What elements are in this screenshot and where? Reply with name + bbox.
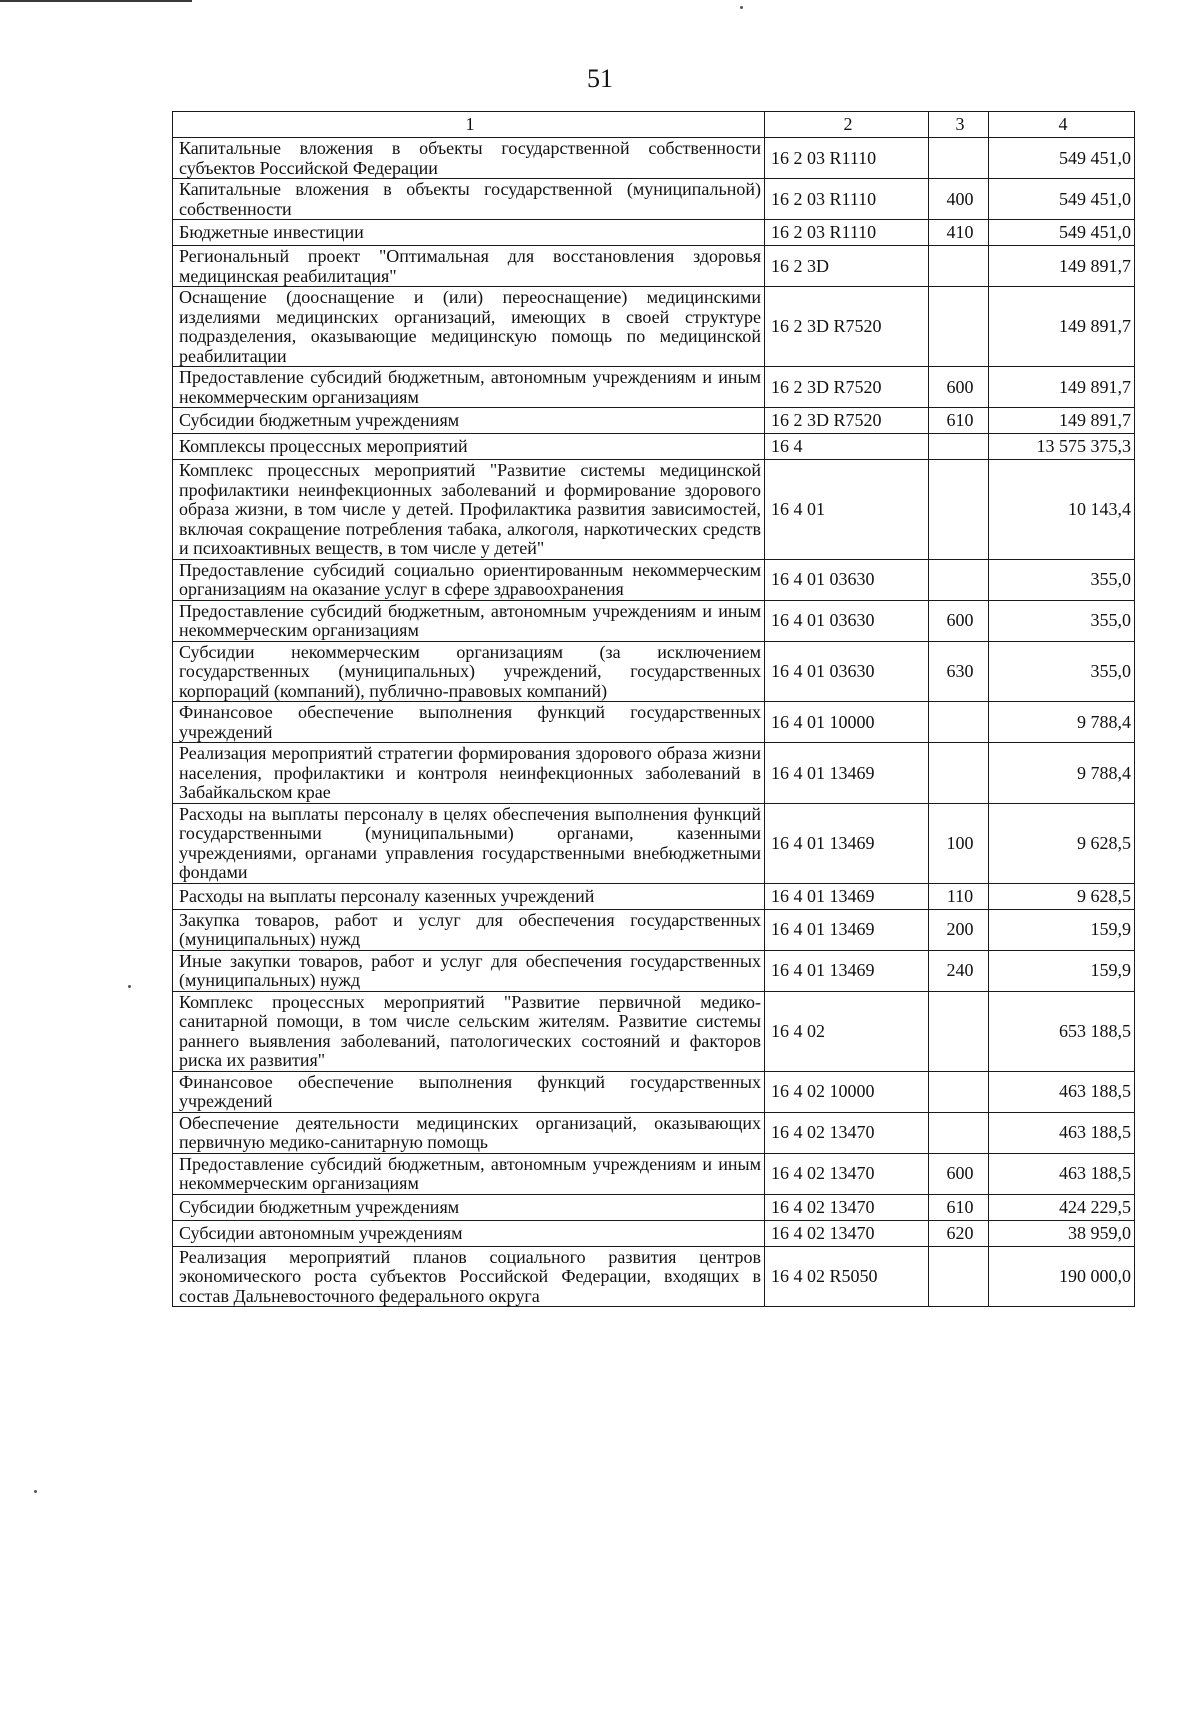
row-code: 16 4 01 03630: [765, 559, 929, 600]
table-row: [173, 460, 1135, 560]
row-code: 16 4 01: [765, 460, 929, 560]
table-row: [173, 138, 1135, 179]
row-sum: 549 451,0: [989, 179, 1135, 220]
row-name: Субсидии бюджетным учреждениям: [173, 1194, 765, 1220]
row-name: Капитальные вложения в объекты государственной (муниципальной) собственности: [173, 179, 765, 220]
table-row: [173, 803, 1135, 883]
row-name: Предоставление субсидий бюджетным, автономным учреждениям и иным некоммерческим организациям: [173, 367, 765, 408]
row-code: 16 4: [765, 434, 929, 460]
row-name: Иные закупки товаров, работ и услуг для обеспечения государственных (муниципальных) нужд: [173, 950, 765, 991]
row-sum: 9 788,4: [989, 743, 1135, 804]
row-code: 16 2 3D: [765, 246, 929, 287]
table-row: [173, 991, 1135, 1071]
row-type: 240: [929, 950, 989, 991]
row-code: 16 2 03 R1110: [765, 179, 929, 220]
row-name: Закупка товаров, работ и услуг для обеспечения государственных (муниципальных) нужд: [173, 909, 765, 950]
table-row: [173, 367, 1135, 408]
row-type: 600: [929, 1153, 989, 1194]
table-row: [173, 287, 1135, 367]
row-code: 16 2 3D R7520: [765, 408, 929, 434]
row-type: [929, 702, 989, 743]
table-row: [173, 179, 1135, 220]
table-row: [173, 909, 1135, 950]
row-code: 16 4 01 13469: [765, 950, 929, 991]
row-type: [929, 460, 989, 560]
table-row: [173, 1246, 1135, 1307]
row-type: [929, 434, 989, 460]
table-row: [173, 246, 1135, 287]
row-type: 110: [929, 883, 989, 909]
row-name: Расходы на выплаты персоналу казенных учреждений: [173, 883, 765, 909]
scan-speck: [128, 985, 131, 988]
row-sum: 355,0: [989, 600, 1135, 641]
table-row: [173, 1220, 1135, 1246]
row-name: Предоставление субсидий бюджетным, автономным учреждениям и иным некоммерческим организациям: [173, 600, 765, 641]
row-sum: 190 000,0: [989, 1246, 1135, 1307]
row-name: Оснащение (дооснащение и (или) переоснащение) медицинскими изделиями медицинских организаций, имеющих в своей структуре подразделения, оказывающие медицинскую помощь по медицинской реабилитации: [173, 287, 765, 367]
row-sum: 149 891,7: [989, 367, 1135, 408]
row-sum: 149 891,7: [989, 246, 1135, 287]
row-sum: 10 143,4: [989, 460, 1135, 560]
row-sum: 549 451,0: [989, 138, 1135, 179]
row-name: Финансовое обеспечение выполнения функций государственных учреждений: [173, 1071, 765, 1112]
row-code: 16 4 01 03630: [765, 641, 929, 702]
table-row: [173, 1112, 1135, 1153]
row-sum: 9 628,5: [989, 803, 1135, 883]
row-name: Капитальные вложения в объекты государственной собственности субъектов Российской Федерации: [173, 138, 765, 179]
header-column-4: 4: [989, 112, 1135, 138]
row-code: 16 4 01 13469: [765, 909, 929, 950]
table-row: [173, 743, 1135, 804]
row-code: 16 4 02 13470: [765, 1220, 929, 1246]
row-type: [929, 559, 989, 600]
table-row: [173, 408, 1135, 434]
page-number: 51: [587, 64, 613, 93]
row-type: 600: [929, 600, 989, 641]
row-code: 16 4 01 13469: [765, 743, 929, 804]
row-sum: 159,9: [989, 950, 1135, 991]
row-code: 16 4 02 10000: [765, 1071, 929, 1112]
table-row: [173, 641, 1135, 702]
row-name: Расходы на выплаты персоналу в целях обеспечения выполнения функций государственными (муниципальными) органами, казенными учреждениями, органами управления государственными внебюджетными фондами: [173, 803, 765, 883]
row-sum: 149 891,7: [989, 408, 1135, 434]
table-row: [173, 950, 1135, 991]
row-type: 410: [929, 220, 989, 246]
scan-edge-line: [0, 0, 192, 2]
row-code: 16 4 01 03630: [765, 600, 929, 641]
row-code: 16 4 02 13470: [765, 1112, 929, 1153]
table-row: [173, 702, 1135, 743]
row-type: 630: [929, 641, 989, 702]
row-sum: 463 188,5: [989, 1071, 1135, 1112]
row-name: Региональный проект "Оптимальная для восстановления здоровья медицинская реабилитация": [173, 246, 765, 287]
row-name: Реализация мероприятий стратегии формирования здорового образа жизни населения, профилактики и контроля неинфекционных заболеваний в Забайкальском крае: [173, 743, 765, 804]
row-type: [929, 1112, 989, 1153]
row-sum: 149 891,7: [989, 287, 1135, 367]
row-code: 16 4 01 13469: [765, 883, 929, 909]
row-sum: 424 229,5: [989, 1194, 1135, 1220]
row-code: 16 2 03 R1110: [765, 138, 929, 179]
row-type: [929, 1071, 989, 1112]
row-code: 16 4 02: [765, 991, 929, 1071]
row-sum: 653 188,5: [989, 991, 1135, 1071]
row-sum: 463 188,5: [989, 1112, 1135, 1153]
row-name: Бюджетные инвестиции: [173, 220, 765, 246]
scan-speck: [740, 6, 743, 9]
row-type: 620: [929, 1220, 989, 1246]
table-row: [173, 1071, 1135, 1112]
row-type: 610: [929, 1194, 989, 1220]
row-type: 610: [929, 408, 989, 434]
row-type: 200: [929, 909, 989, 950]
row-name: Субсидии бюджетным учреждениям: [173, 408, 765, 434]
budget-table: [172, 111, 1135, 1307]
row-type: [929, 246, 989, 287]
row-name: Предоставление субсидий социально ориентированным некоммерческим организациям на оказание услуг в сфере здравоохранения: [173, 559, 765, 600]
row-type: 400: [929, 179, 989, 220]
row-type: [929, 991, 989, 1071]
table-row: [173, 883, 1135, 909]
table-row: [173, 1153, 1135, 1194]
scan-speck: [34, 1490, 37, 1493]
row-name: Комплекс процессных мероприятий "Развитие системы медицинской профилактики неинфекционных заболеваний и формирование здорового образа жизни, в том числе у детей. Профилактика развития зависимостей, включая сокращение потребления табака, алкоголя, наркотических средств и психоактивных веществ, в том числе у детей": [173, 460, 765, 560]
table-row: [173, 559, 1135, 600]
table-header-row: [173, 112, 1135, 138]
row-name: Финансовое обеспечение выполнения функций государственных учреждений: [173, 702, 765, 743]
row-type: [929, 1246, 989, 1307]
row-name: Реализация мероприятий планов социального развития центров экономического роста субъектов Российской Федерации, входящих в состав Дальневосточного федерального округа: [173, 1246, 765, 1307]
row-code: 16 2 03 R1110: [765, 220, 929, 246]
row-sum: 13 575 375,3: [989, 434, 1135, 460]
row-sum: 38 959,0: [989, 1220, 1135, 1246]
row-code: 16 2 3D R7520: [765, 287, 929, 367]
row-name: Предоставление субсидий бюджетным, автономным учреждениям и иным некоммерческим организациям: [173, 1153, 765, 1194]
row-sum: 355,0: [989, 641, 1135, 702]
row-sum: 463 188,5: [989, 1153, 1135, 1194]
row-sum: 355,0: [989, 559, 1135, 600]
row-code: 16 4 02 R5050: [765, 1246, 929, 1307]
row-code: 16 4 01 10000: [765, 702, 929, 743]
row-code: 16 4 01 13469: [765, 803, 929, 883]
row-name: Обеспечение деятельности медицинских организаций, оказывающих первичную медико-санитарную помощь: [173, 1112, 765, 1153]
row-type: 600: [929, 367, 989, 408]
row-type: [929, 287, 989, 367]
table-row: [173, 220, 1135, 246]
row-name: Комплекс процессных мероприятий "Развитие первичной медико-санитарной помощи, в том числе сельским жителям. Развитие системы раннего выявления заболеваний, патологических состояний и факторов риска их развития": [173, 991, 765, 1071]
row-code: 16 2 3D R7520: [765, 367, 929, 408]
row-sum: 159,9: [989, 909, 1135, 950]
header-column-1: 1: [173, 112, 765, 138]
table-row: [173, 1194, 1135, 1220]
row-name: Комплексы процессных мероприятий: [173, 434, 765, 460]
table-row: [173, 600, 1135, 641]
row-code: 16 4 02 13470: [765, 1194, 929, 1220]
row-sum: 9 628,5: [989, 883, 1135, 909]
row-type: 100: [929, 803, 989, 883]
header-column-3: 3: [929, 112, 989, 138]
header-column-2: 2: [765, 112, 929, 138]
row-name: Субсидии автономным учреждениям: [173, 1220, 765, 1246]
row-type: [929, 138, 989, 179]
row-sum: 549 451,0: [989, 220, 1135, 246]
row-sum: 9 788,4: [989, 702, 1135, 743]
table-row: [173, 434, 1135, 460]
row-code: 16 4 02 13470: [765, 1153, 929, 1194]
row-type: [929, 743, 989, 804]
row-name: Субсидии некоммерческим организациям (за исключением государственных (муниципальных) учреждений, государственных корпораций (компаний), публично-правовых компаний): [173, 641, 765, 702]
